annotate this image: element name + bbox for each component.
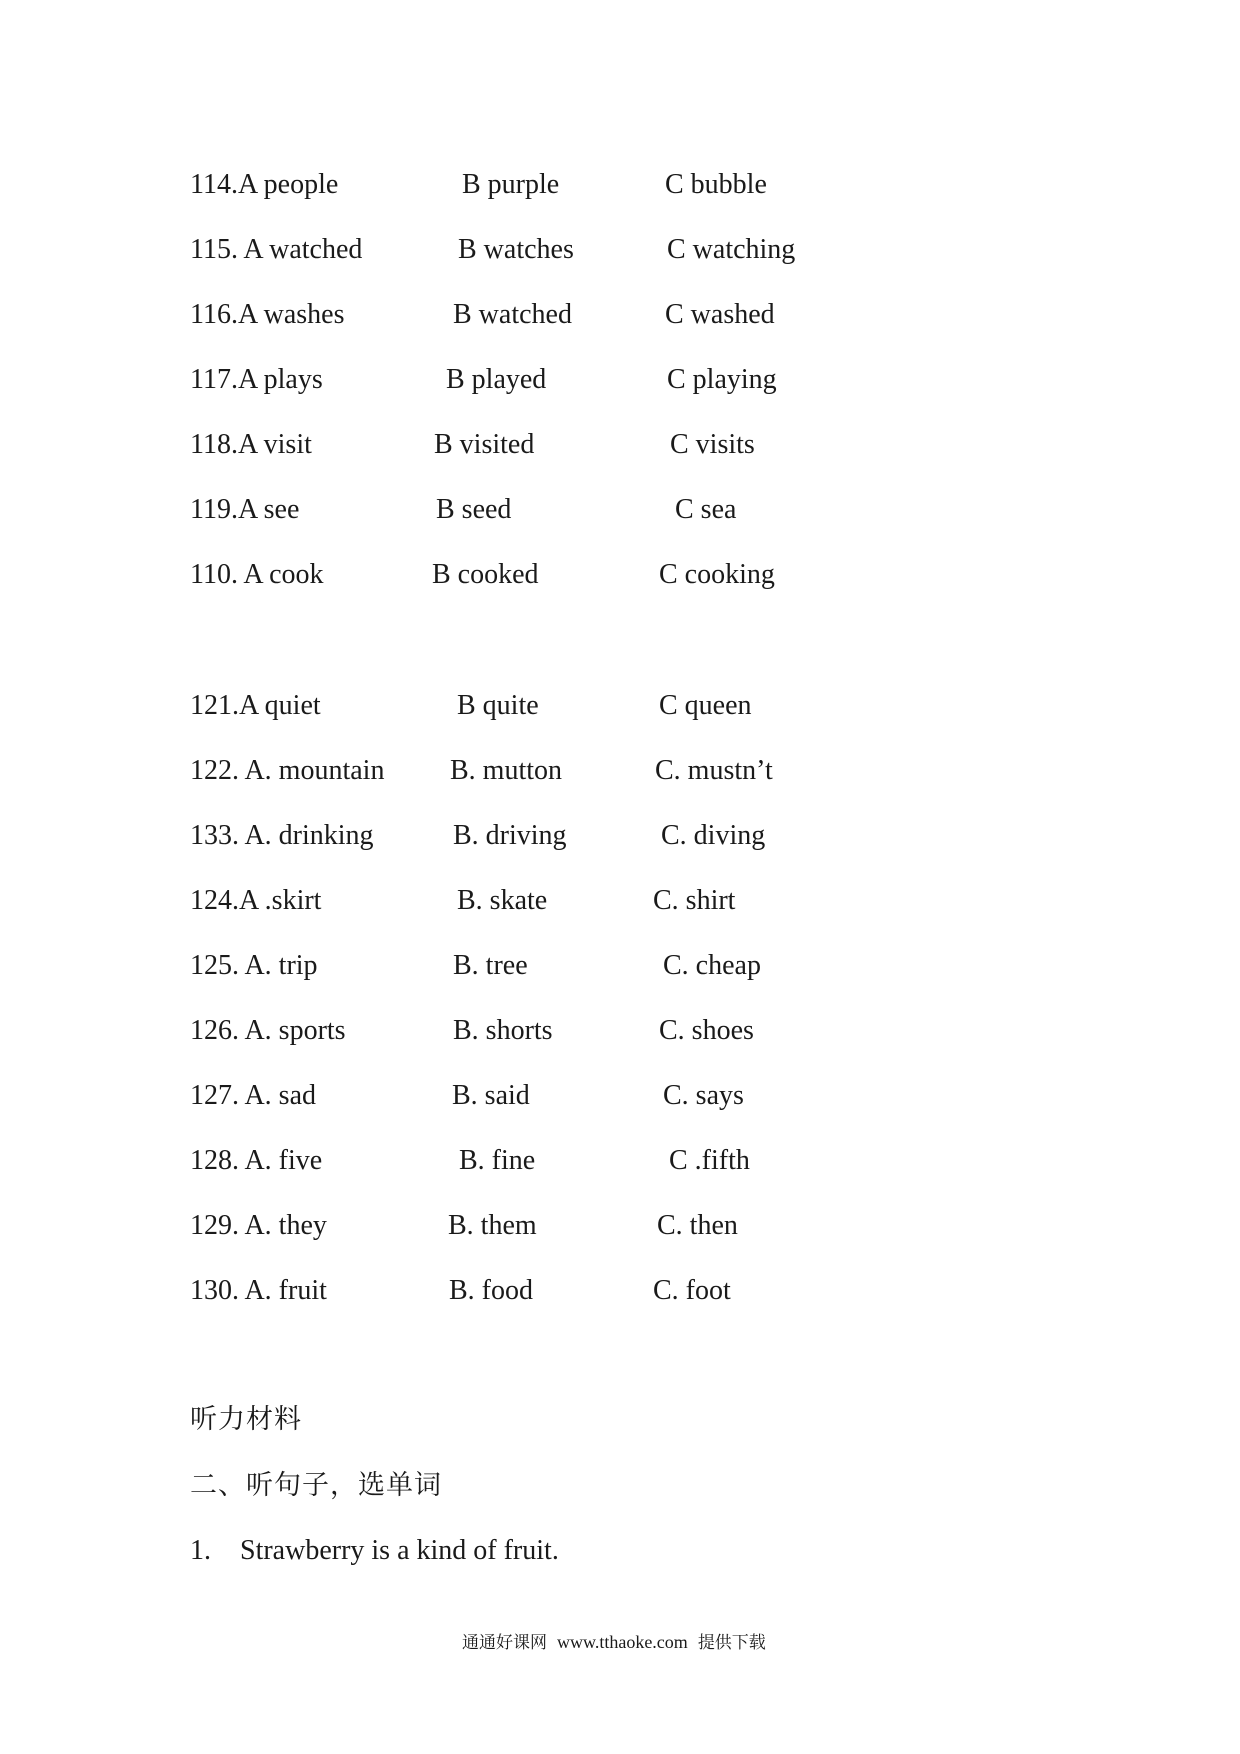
option-c: C queen	[659, 690, 752, 721]
question-row	[0, 165, 1240, 205]
listening-title: 听力材料	[190, 1404, 302, 1435]
question-row	[0, 425, 1240, 465]
question-row	[0, 555, 1240, 595]
option-c: C visits	[670, 429, 755, 460]
footer-brand: 通通好课网	[462, 1633, 547, 1653]
option-b: B seed	[436, 494, 512, 525]
option-b: B. driving	[453, 820, 567, 851]
option-b: B watched	[453, 299, 572, 330]
option-c: C washed	[665, 299, 775, 330]
option-c: C .fifth	[669, 1145, 750, 1176]
option-c: C bubble	[665, 169, 767, 200]
question-row	[0, 360, 1240, 400]
option-b: B. fine	[459, 1145, 536, 1176]
question-row	[0, 1206, 1240, 1246]
option-b: B. mutton	[450, 755, 563, 786]
option-c: C cooking	[659, 559, 775, 590]
option-a: 130. A. fruit	[190, 1275, 327, 1306]
option-c: C. cheap	[663, 950, 761, 981]
option-b: B. tree	[453, 950, 528, 981]
footer-download-text: 提供下载	[697, 1633, 766, 1653]
sentence-item	[190, 1531, 890, 1571]
option-a: 117.A plays	[190, 364, 323, 395]
question-row	[0, 230, 1240, 270]
option-c: C. foot	[653, 1275, 731, 1306]
question-row	[0, 881, 1240, 921]
option-a: 116.A washes	[190, 299, 345, 330]
option-a: 115. A watched	[190, 234, 363, 265]
question-row	[0, 295, 1240, 335]
option-c: C. shirt	[653, 885, 736, 916]
option-b: B quite	[457, 690, 539, 721]
question-row	[0, 1076, 1240, 1116]
option-a: 121.A quiet	[190, 690, 321, 721]
question-row	[0, 1271, 1240, 1311]
option-a: 119.A see	[190, 494, 300, 525]
option-c: C. says	[663, 1080, 744, 1111]
option-c: C watching	[667, 234, 796, 265]
footer-site-link[interactable]: www.tthaoke.com	[557, 1632, 688, 1652]
option-a: 125. A. trip	[190, 950, 318, 981]
option-a: 122. A. mountain	[190, 755, 385, 786]
sentence-number: 1.	[190, 1535, 211, 1566]
option-c: C. then	[657, 1210, 738, 1241]
question-row	[0, 686, 1240, 726]
question-row	[0, 816, 1240, 856]
option-b: B. food	[449, 1275, 533, 1306]
section-title: 二、听句子，选单词	[190, 1470, 442, 1501]
option-c: C sea	[675, 494, 737, 525]
option-a: 128. A. five	[190, 1145, 323, 1176]
option-b: B cooked	[432, 559, 539, 590]
option-c: C. diving	[661, 820, 766, 851]
option-c: C. mustn’t	[655, 755, 773, 786]
question-row	[0, 946, 1240, 986]
option-c: C. shoes	[659, 1015, 754, 1046]
footer	[462, 1627, 766, 1658]
option-b: B visited	[434, 429, 535, 460]
option-b: B purple	[462, 169, 560, 200]
option-a: 129. A. they	[190, 1210, 327, 1241]
question-row	[0, 1011, 1240, 1051]
option-b: B. them	[448, 1210, 537, 1241]
option-b: B watches	[458, 234, 574, 265]
option-a: 110. A cook	[190, 559, 324, 590]
option-a: 114.A people	[190, 169, 339, 200]
option-a: 126. A. sports	[190, 1015, 346, 1046]
option-b: B played	[446, 364, 547, 395]
question-row	[0, 490, 1240, 530]
sentence-text: Strawberry is a kind of fruit.	[240, 1535, 559, 1566]
question-row	[0, 751, 1240, 791]
option-a: 127. A. sad	[190, 1080, 316, 1111]
option-b: B. shorts	[453, 1015, 553, 1046]
option-a: 118.A visit	[190, 429, 312, 460]
question-row	[0, 1141, 1240, 1181]
option-c: C playing	[667, 364, 777, 395]
option-b: B. said	[452, 1080, 530, 1111]
option-a: 124.A .skirt	[190, 885, 322, 916]
option-b: B. skate	[457, 885, 548, 916]
option-a: 133. A. drinking	[190, 820, 374, 851]
